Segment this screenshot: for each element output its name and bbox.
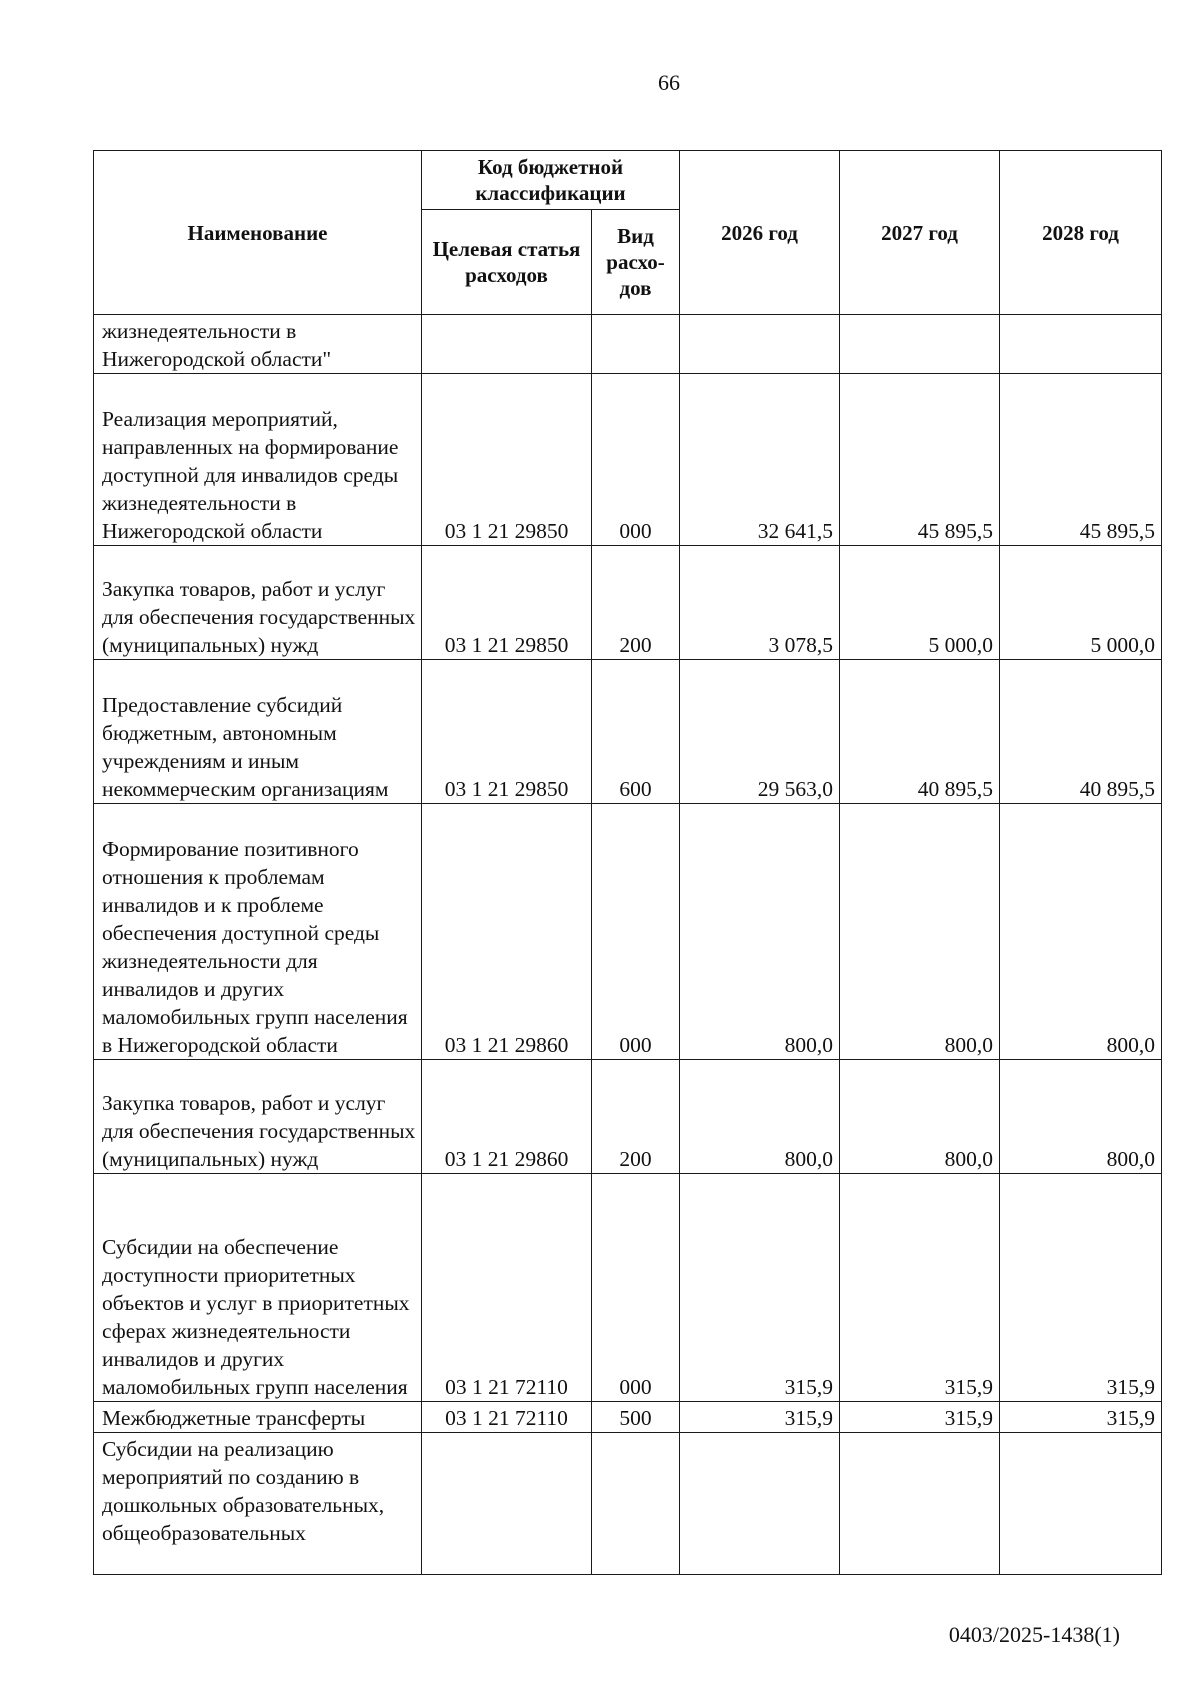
row-target-article: 03 1 21 29860	[422, 804, 592, 1060]
row-target-article: 03 1 21 29850	[422, 660, 592, 804]
header-name: Наименование	[94, 151, 422, 315]
header-target-article: Целевая статья расходов	[422, 210, 592, 315]
row-expense-type	[592, 1433, 680, 1575]
row-expense-type: 600	[592, 660, 680, 804]
row-value-2027	[840, 1433, 1000, 1575]
row-value-2026: 29 563,0	[680, 660, 840, 804]
table-row	[94, 1060, 1162, 1174]
row-target-article: 03 1 21 29850	[422, 546, 592, 660]
row-target-article: 03 1 21 72110	[422, 1174, 592, 1402]
table-row	[94, 315, 1162, 374]
table-row	[94, 374, 1162, 546]
document-registration-code: 0403/2025-1438(1)	[948, 1622, 1120, 1647]
row-value-2027	[840, 315, 1000, 374]
table-row	[94, 1433, 1162, 1575]
header-budget-code-group: Код бюджетной классификации	[422, 151, 680, 210]
row-value-2028: 800,0	[1000, 1060, 1162, 1174]
row-value-2028: 5 000,0	[1000, 546, 1162, 660]
row-value-2026: 800,0	[680, 1060, 840, 1174]
row-expense-type: 500	[592, 1402, 680, 1433]
table-row	[94, 546, 1162, 660]
row-value-2028: 800,0	[1000, 804, 1162, 1060]
row-target-article	[422, 1433, 592, 1575]
row-value-2027: 315,9	[840, 1402, 1000, 1433]
header-year-2027: 2027 год	[840, 151, 1000, 315]
header-expense-type: Вид расхо-дов	[592, 210, 680, 315]
row-expense-type: 200	[592, 1060, 680, 1174]
row-value-2027: 40 895,5	[840, 660, 1000, 804]
row-value-2026	[680, 1433, 840, 1575]
row-value-2028: 40 895,5	[1000, 660, 1162, 804]
row-target-article: 03 1 21 29860	[422, 1060, 592, 1174]
row-expense-type	[592, 315, 680, 374]
row-name: Закупка товаров, работ и услуг для обеспечения государственных (муниципальных) нужд	[94, 1060, 422, 1174]
row-name: Субсидии на обеспечение доступности приоритетных объектов и услуг в приоритетных сферах жизнедеятельности инвалидов и других маломобильных групп населения	[94, 1174, 422, 1402]
row-expense-type: 000	[592, 804, 680, 1060]
table-row	[94, 1174, 1162, 1402]
table-row	[94, 1402, 1162, 1433]
row-expense-type: 200	[592, 546, 680, 660]
row-name: Закупка товаров, работ и услуг для обеспечения государственных (муниципальных) нужд	[94, 546, 422, 660]
row-value-2027: 800,0	[840, 804, 1000, 1060]
row-expense-type: 000	[592, 1174, 680, 1402]
row-target-article: 03 1 21 29850	[422, 374, 592, 546]
row-name: Предоставление субсидий бюджетным, автономным учреждениям и иным некоммерческим организациям	[94, 660, 422, 804]
table-row	[94, 660, 1162, 804]
row-value-2027: 315,9	[840, 1174, 1000, 1402]
row-name: жизнедеятельности в Нижегородской области"	[94, 315, 422, 374]
row-value-2026: 315,9	[680, 1174, 840, 1402]
row-value-2027: 800,0	[840, 1060, 1000, 1174]
header-year-2026: 2026 год	[680, 151, 840, 315]
row-value-2026: 32 641,5	[680, 374, 840, 546]
row-expense-type: 000	[592, 374, 680, 546]
row-value-2027: 5 000,0	[840, 546, 1000, 660]
row-name: Субсидии на реализацию мероприятий по созданию в дошкольных образовательных, общеобразовательных	[94, 1433, 422, 1575]
row-value-2026: 315,9	[680, 1402, 840, 1433]
row-name: Межбюджетные трансферты	[94, 1402, 422, 1433]
row-value-2026	[680, 315, 840, 374]
row-name: Формирование позитивного отношения к проблемам инвалидов и к проблеме обеспечения доступной среды жизнедеятельности для инвалидов и других маломобильных групп населения в Нижегородской области	[94, 804, 422, 1060]
row-value-2028	[1000, 315, 1162, 374]
row-value-2028: 315,9	[1000, 1402, 1162, 1433]
row-target-article: 03 1 21 72110	[422, 1402, 592, 1433]
row-value-2028	[1000, 1433, 1162, 1575]
row-value-2028: 315,9	[1000, 1174, 1162, 1402]
row-value-2026: 3 078,5	[680, 546, 840, 660]
table-row	[94, 804, 1162, 1060]
row-value-2027: 45 895,5	[840, 374, 1000, 546]
header-year-2028: 2028 год	[1000, 151, 1162, 315]
row-name: Реализация мероприятий, направленных на формирование доступной для инвалидов среды жизнедеятельности в Нижегородской области	[94, 374, 422, 546]
budget-table	[93, 150, 1162, 1575]
page-number: 66	[658, 70, 680, 95]
row-target-article	[422, 315, 592, 374]
row-value-2026: 800,0	[680, 804, 840, 1060]
row-value-2028: 45 895,5	[1000, 374, 1162, 546]
